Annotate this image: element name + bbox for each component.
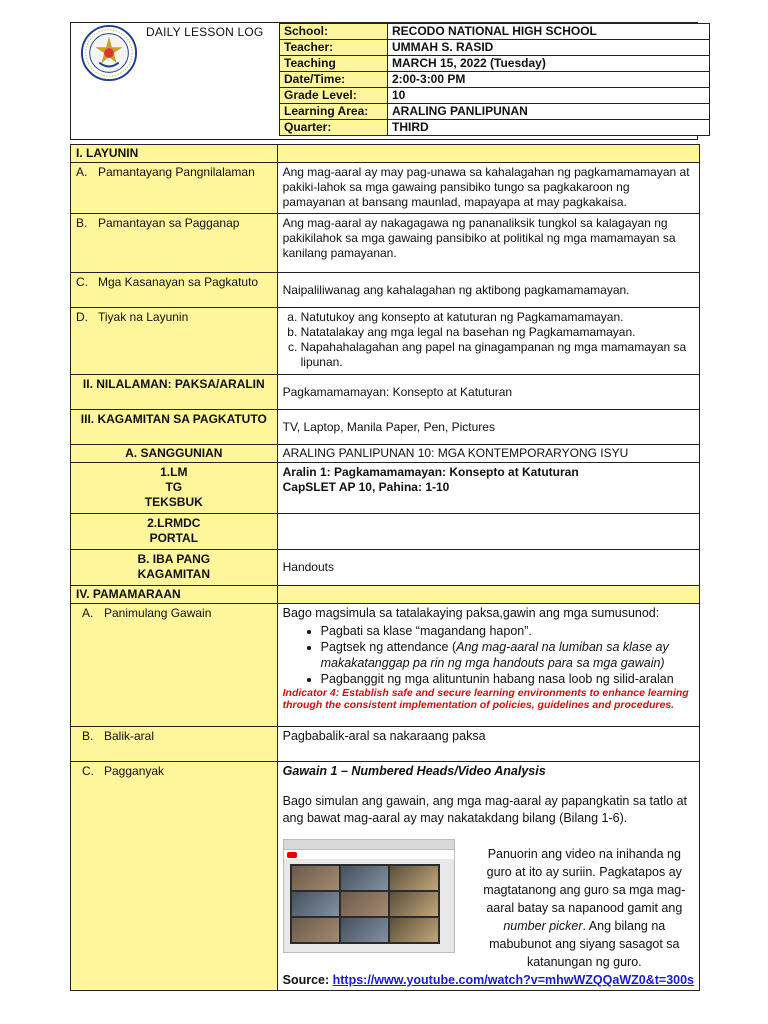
row-label: PORTAL (149, 531, 199, 545)
row-letter: A. (82, 606, 94, 620)
video-section (283, 839, 694, 971)
row-label: III. KAGAMITAN SA PAGKATUTO (71, 410, 278, 445)
row-label: B. IBA PANG (137, 552, 211, 566)
row-label: Mga Kasanayan sa Pagkatuto (98, 275, 259, 289)
document-title: DAILY LESSON LOG (146, 25, 264, 39)
row-letter: B. (82, 729, 94, 743)
info-value: MARCH 15, 2022 (Tuesday) (388, 56, 710, 72)
row-label: A. SANGGUNIAN (71, 445, 278, 463)
youtube-logo-icon (287, 852, 297, 858)
header-filler (277, 586, 699, 604)
panimula-list (283, 623, 694, 687)
section-layunin-header (71, 145, 700, 163)
section-heading: IV. PAMAMARAAN (71, 586, 278, 604)
info-value: UMMAH S. RASID (388, 40, 710, 56)
reference-line: Aralin 1: Pagkamamamayan: Konsepto at Katuturan (282, 465, 579, 479)
row-nilalaman (71, 375, 700, 410)
info-label: School: (280, 24, 388, 40)
row-mga-kasanayan (71, 273, 700, 308)
row-content: Pagkamamamayan: Konsepto at Katuturan (277, 375, 699, 410)
info-row-teaching (280, 56, 710, 72)
source-label: Source: (282, 973, 333, 987)
row-label: Pagganyak (104, 764, 165, 778)
source-link[interactable]: https://www.youtube.com/watch?v=mhwWZQQaWZ0&t=300s (332, 973, 695, 987)
row-content: Ang mag-aaral ay nakagagawa ng pananaliksik tungkol sa kalagayan ng pakikilahok sa mga gawaing pansibiko at politikal ng mga mamamayan sa kanilang pamayanan. (277, 214, 699, 273)
panimula-intro: Bago magsimula sa tatalakaying paksa,gawin ang mga sumusunod: (282, 606, 660, 620)
row-letter: C. (82, 764, 94, 778)
row-pagganyak (71, 762, 700, 991)
row-panimulang-gawain (71, 604, 700, 727)
info-value: ARALING PANLIPUNAN (388, 104, 710, 120)
row-label: 2.LRMDC (147, 516, 201, 530)
row-label: TEKSBUK (144, 495, 203, 509)
info-value: 10 (388, 88, 710, 104)
objective-item: c. Napahahalagahan ang papel na ginagampanan ng mga mamamayan sa lipunan. (301, 340, 694, 370)
info-row-teacher (280, 40, 710, 56)
info-row-quarter (280, 120, 710, 136)
info-row-grade-level (280, 88, 710, 104)
objective-item: a. Natutukoy ang konsepto at katuturan ng Pagkamamamayan. (301, 310, 694, 325)
row-content: Handouts (277, 550, 699, 586)
row-label: Tiyak na Layunin (98, 310, 189, 324)
info-label: Learning Area: (280, 104, 388, 120)
row-lm-tg-teksbuk (71, 463, 700, 514)
row-tiyak-na-layunin (71, 308, 700, 375)
deped-seal-icon (80, 24, 138, 82)
row-letter: D. (76, 310, 88, 324)
number-picker-term: number picker (503, 919, 583, 933)
row-label: 1.LM (160, 465, 188, 479)
video-description: Panuorin ang video na inihanda ng guro at ito ay suriin. Pagkatapos ay magtatanong ang guro sa mga mag-aaral batay sa napanood gamit ang number picker. Ang bilang na mabubunot ang siyang sasagot sa katanungan ng guro. (483, 847, 686, 969)
row-label: TG (165, 480, 183, 494)
row-label: Panimulang Gawain (104, 606, 212, 620)
info-row-learning-area (280, 104, 710, 120)
row-lrmdc (71, 514, 700, 550)
row-content: TV, Laptop, Manila Paper, Pen, Pictures (277, 410, 699, 445)
row-content: Ang mag-aaral ay may pag-unawa sa kahalagahan ng pagkamamamayan at pakiki-lahok sa mga gawaing pansibiko tungo sa pagkakaroon ng pamayanan at bansang maunlad, mapayapa at may pagkakaisa. (277, 163, 699, 214)
panimula-item: • Pagbanggit ng mga alituntunin habang nasa loob ng silid-aralan (321, 671, 694, 687)
header-filler (277, 145, 699, 163)
video-thumbnail[interactable] (283, 839, 455, 953)
source-line (283, 973, 694, 988)
panimula-item: • Pagbati sa klase “magandang hapon”. (321, 623, 694, 639)
panimula-item (321, 639, 694, 671)
row-content (277, 308, 699, 375)
info-label: Quarter: (280, 120, 388, 136)
info-label: Date/Time: (280, 72, 388, 88)
row-kagamitan (71, 410, 700, 445)
objectives-list (283, 310, 694, 370)
row-letter: C. (76, 275, 88, 289)
reference-line: CapSLET AP 10, Pahina: 1-10 (282, 480, 450, 494)
row-content-empty (277, 514, 699, 550)
attendance-note: Ang mag-aaral na lumiban sa klase ay makakatanggap pa rin ng mga handouts para sa mga gawain) (320, 640, 669, 670)
row-label: Pamantayan sa Pagganap (98, 216, 240, 230)
info-label: Teaching (280, 56, 388, 72)
info-label: Grade Level: (280, 88, 388, 104)
row-letter: A. (76, 165, 88, 179)
info-row-school (280, 24, 710, 40)
school-info-table (279, 23, 710, 136)
row-label: Balik-aral (104, 729, 155, 743)
activity-text: Bago simulan ang gawain, ang mga mag-aaral ay papangkatin sa tatlo at ang bawat mag-aaral ay may nakatakdang bilang (Bilang 1-6). (282, 794, 688, 825)
row-pamantayang-pangnilalaman (71, 163, 700, 214)
info-row-date-time (280, 72, 710, 88)
row-content: Naipaliliwanag ang kahalagahan ng aktibong pagkamamamayan. (277, 273, 699, 308)
row-label: II. NILALAMAN: PAKSA/ARALIN (71, 375, 278, 410)
section-heading: I. LAYUNIN (71, 145, 278, 163)
activity-title: Gawain 1 – Numbered Heads/Video Analysis (282, 764, 546, 778)
info-value: RECODO NATIONAL HIGH SCHOOL (388, 24, 710, 40)
info-value: 2:00-3:00 PM (388, 72, 710, 88)
youtube-header (284, 850, 454, 859)
attendance-text: Pagtsek ng attendance ( (320, 640, 457, 654)
info-value: THIRD (388, 120, 710, 136)
row-pamantayan-sa-pagganap (71, 214, 700, 273)
row-sanggunian (71, 445, 700, 463)
row-label: Pamantayang Pangnilalaman (98, 165, 255, 179)
section-pamamaraan-header (71, 586, 700, 604)
row-label: KAGAMITAN (137, 567, 211, 581)
indicator-note: Indicator 4: Establish safe and secure learning environments to enhance learning through the consistent implementation of policies, guidelines and procedures. (282, 687, 689, 711)
lesson-table (70, 144, 700, 991)
objective-item: b. Natatalakay ang mga legal na basehan ng Pagkamamamayan. (301, 325, 694, 340)
row-letter: B. (76, 216, 88, 230)
row-content: Pagbabalik-aral sa nakaraang paksa (277, 727, 699, 762)
browser-tabs-bar (284, 840, 454, 850)
row-balik-aral (71, 727, 700, 762)
row-iba-pang-kagamitan (71, 550, 700, 586)
row-content: ARALING PANLIPUNAN 10: MGA KONTEMPORARYONG ISYU (277, 445, 699, 463)
video-frame-grid (290, 864, 440, 944)
info-label: Teacher: (280, 40, 388, 56)
